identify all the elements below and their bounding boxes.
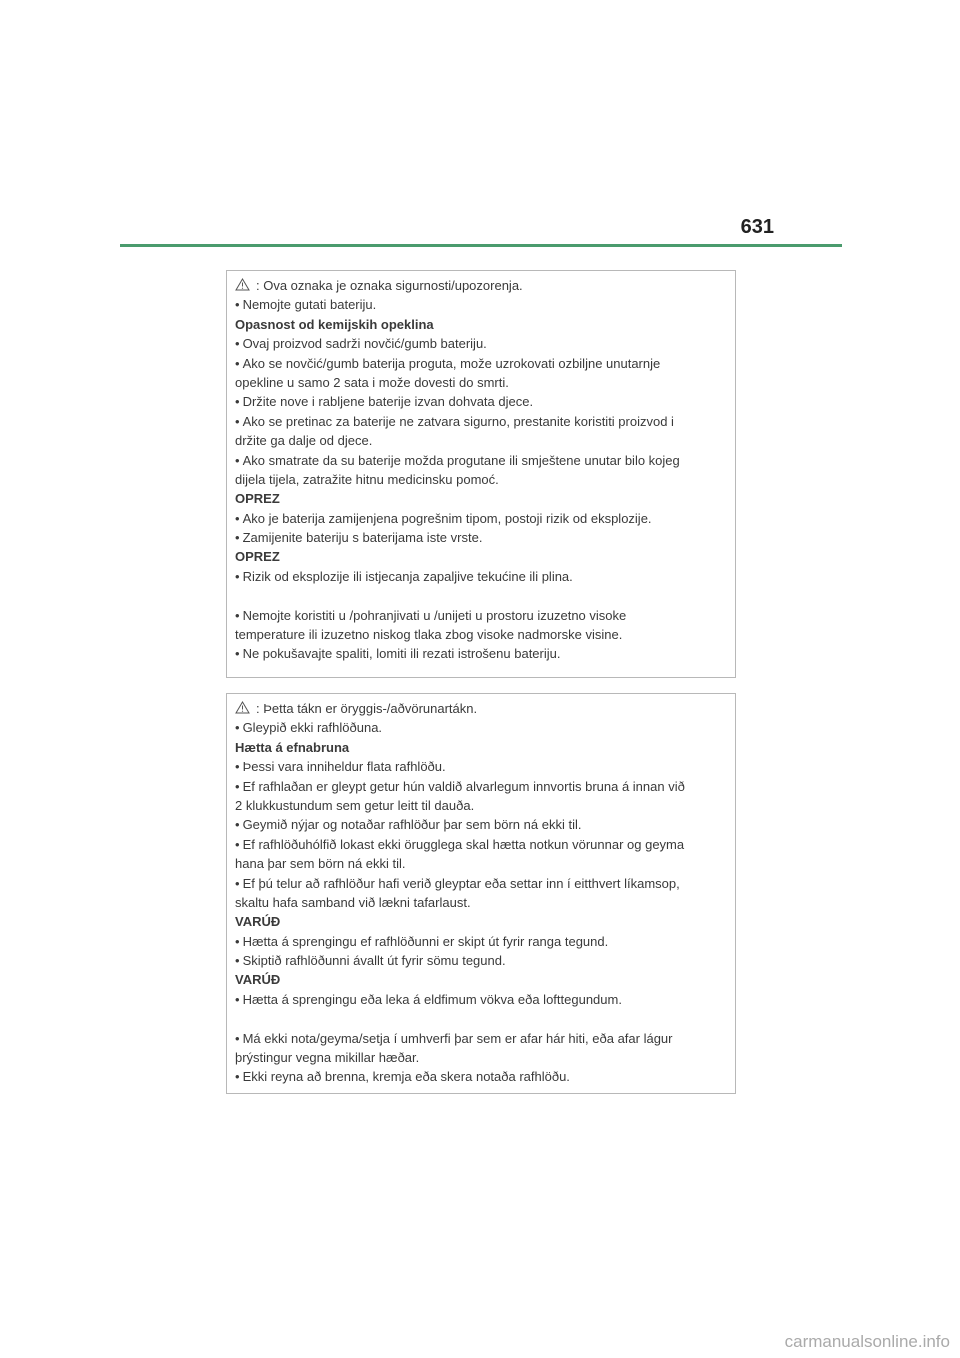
line-text: Ako je baterija zamijenjena pogrešnim tipom, postoji rizik od eksplozije.: [242, 510, 652, 526]
bullet-icon: •: [235, 953, 240, 969]
text-line: [235, 451, 735, 470]
text-line: [235, 777, 735, 796]
section-heading: [235, 912, 735, 931]
text-line: [235, 990, 735, 1009]
warning-box-icelandic: [226, 693, 736, 1094]
line-text: Geymið nýjar og notaðar rafhlöður þar sem börn ná ekki til.: [242, 817, 582, 833]
bullet-icon: •: [235, 297, 240, 313]
warning-triangle-icon: [235, 277, 250, 290]
line-text: OPREZ: [235, 491, 280, 507]
text-line: [235, 644, 735, 663]
line-text: : Ova oznaka je oznaka sigurnosti/upozorenja.: [256, 278, 523, 293]
section-heading: [235, 547, 735, 566]
bullet-icon: •: [235, 875, 240, 891]
text-line: [235, 431, 735, 450]
text-line: [235, 606, 735, 625]
text-line: [235, 718, 735, 737]
line-text: Hætta á efnabruna: [235, 739, 350, 755]
bullet-icon: •: [235, 510, 240, 526]
text-line: [235, 354, 735, 373]
line-text: Ekki reyna að brenna, kremja eða skera notaða rafhlöðu.: [242, 1069, 570, 1085]
footer-watermark: carmanualsonline.info: [784, 1332, 950, 1351]
bullet-icon: •: [235, 836, 240, 852]
line-text: Þessi vara inniheldur flata rafhlöðu.: [242, 759, 446, 775]
bullet-icon: •: [235, 452, 240, 468]
section-heading: [235, 738, 735, 757]
section-heading: [235, 489, 735, 508]
line-text: Ef rafhlöðuhólfið lokast ekki örugglega skal hætta notkun vörunnar og geyma: [242, 836, 685, 852]
bullet-icon: •: [235, 394, 240, 410]
line-text: VARÚÐ: [235, 972, 281, 988]
text-line: [235, 1067, 735, 1086]
text-line: [235, 815, 735, 834]
text-line: [235, 835, 735, 854]
text-line: [235, 295, 735, 314]
line-text: Ef þú telur að rafhlöður hafi verið gleyptar eða settar inn í eitthvert líkamsop,: [242, 875, 680, 891]
line-text: hana þar sem börn ná ekki til.: [235, 856, 406, 872]
line-text: opekline u samo 2 sata i može dovesti do smrti.: [235, 374, 509, 390]
header-rule: [120, 244, 842, 247]
line-text: temperature ili izuzetno niskog tlaka zbog visoke nadmorske visine.: [235, 627, 623, 643]
line-text: VARÚÐ: [235, 914, 281, 930]
text-line: [235, 874, 735, 893]
bullet-icon: •: [235, 933, 240, 949]
text-line: [235, 1048, 735, 1067]
line-text: dijela tijela, zatražite hitnu medicinsku pomoć.: [235, 471, 499, 487]
bullet-icon: •: [235, 607, 240, 623]
line-text: Opasnost od kemijskih opeklina: [235, 316, 434, 332]
bullet-icon: •: [235, 991, 240, 1007]
bullet-icon: •: [235, 413, 240, 429]
text-line: [235, 276, 735, 295]
bullet-icon: •: [235, 568, 240, 584]
line-text: Ne pokušavajte spaliti, lomiti ili rezati istrošenu bateriju.: [242, 646, 561, 662]
text-line: [235, 796, 735, 815]
bullet-icon: •: [235, 778, 240, 794]
line-text: Ef rafhlaðan er gleypt getur hún valdið alvarlegum innvortis bruna á innan við: [242, 778, 685, 794]
line-text: Má ekki nota/geyma/setja í umhverfi þar sem er afar hár hiti, eða afar lágur: [242, 1030, 673, 1046]
bullet-icon: •: [235, 817, 240, 833]
line-text: Gleypið ekki rafhlöðuna.: [242, 720, 383, 736]
bullet-icon: •: [235, 336, 240, 352]
bullet-icon: •: [235, 646, 240, 662]
line-text: Rizik od eksplozije ili istjecanja zapaljive tekućine ili plina.: [242, 568, 573, 584]
bullet-icon: •: [235, 355, 240, 371]
line-text: Nemojte gutati bateriju.: [242, 297, 377, 313]
line-text: Ako se novčić/gumb baterija proguta, može uzrokovati ozbiljne unutarnje: [242, 355, 661, 371]
text-line: [235, 625, 735, 644]
section-heading: [235, 315, 735, 334]
warning-box-croatian: [226, 270, 736, 678]
line-text: Ovaj proizvod sadrži novčić/gumb bateriju.: [242, 336, 487, 352]
line-text: Hætta á sprengingu ef rafhlöðunni er skipt út fyrir ranga tegund.: [242, 933, 609, 949]
text-line: [235, 334, 735, 353]
text-line: [235, 586, 735, 605]
line-text: Držite nove i rabljene baterije izvan dohvata djece.: [242, 394, 534, 410]
line-text: Hætta á sprengingu eða leka á eldfimum vökva eða lofttegundum.: [242, 991, 622, 1007]
text-line: [235, 567, 735, 586]
line-text: Ako se pretinac za baterije ne zatvara sigurno, prestanite koristiti proizvod i: [242, 413, 674, 429]
page-number: 631: [740, 216, 774, 238]
line-text: : Þetta tákn er öryggis-/aðvörunartákn.: [256, 701, 478, 716]
line-text: držite ga dalje od djece.: [235, 433, 373, 449]
text-line: [235, 854, 735, 873]
text-line: [235, 1029, 735, 1048]
line-text: OPREZ: [235, 549, 280, 565]
text-line: [235, 528, 735, 547]
text-line: [235, 757, 735, 776]
line-text: Nemojte koristiti u /pohranjivati u /unijeti u prostoru izuzetno visoke: [242, 607, 627, 623]
line-text: Ako smatrate da su baterije možda progutane ili smještene unutar bilo kojeg: [242, 452, 680, 468]
text-line: [235, 1009, 735, 1028]
text-line: [235, 470, 735, 489]
line-text: Skiptið rafhlöðunni ávallt út fyrir sömu tegund.: [242, 953, 506, 969]
text-line: [235, 412, 735, 431]
text-line: [235, 509, 735, 528]
bullet-icon: •: [235, 759, 240, 775]
text-line: [235, 893, 735, 912]
text-line: [235, 373, 735, 392]
line-text: Zamijenite bateriju s baterijama iste vrste.: [242, 530, 483, 546]
bullet-icon: •: [235, 1030, 240, 1046]
text-line: [235, 951, 735, 970]
line-text: þrýstingur vegna mikillar hæðar.: [235, 1050, 420, 1066]
bullet-icon: •: [235, 1069, 240, 1085]
line-text: 2 klukkustundum sem getur leitt til dauða.: [235, 797, 475, 813]
warning-triangle-icon: [235, 700, 250, 713]
section-heading: [235, 970, 735, 989]
line-text: skaltu hafa samband við lækni tafarlaust.: [235, 894, 471, 910]
bullet-icon: •: [235, 720, 240, 736]
text-line: [235, 699, 735, 718]
text-line: [235, 392, 735, 411]
bullet-icon: •: [235, 530, 240, 546]
text-line: [235, 932, 735, 951]
